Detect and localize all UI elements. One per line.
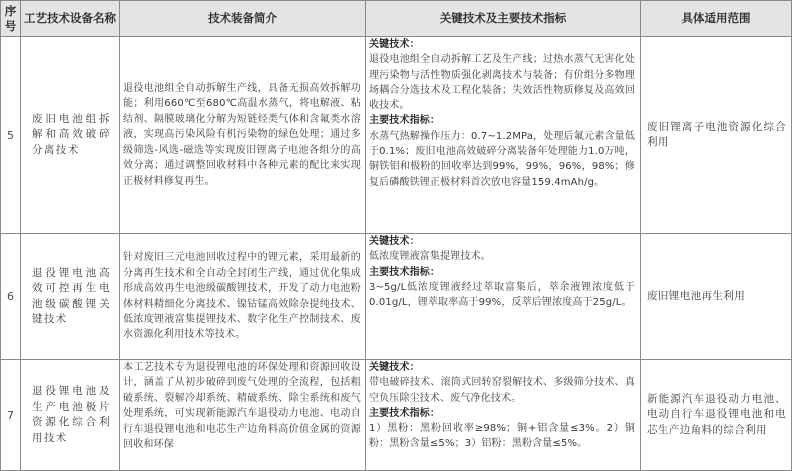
main-index-label: 主要技术指标： xyxy=(369,115,441,127)
application-scope: 废旧锂电池再生利用 xyxy=(641,234,792,360)
key-technology-cell xyxy=(366,37,641,234)
row-number: 5 xyxy=(1,37,21,234)
table-row xyxy=(1,234,792,360)
key-technology-cell xyxy=(366,360,641,471)
main-index-text: 1）黑粉：黑粉回收率≥98%；铜+铝含量≤3%。2）铜粉：黑粉含量≤5%；3）铝粉：黑粉含量≤5%。 xyxy=(369,423,635,450)
key-technology-text: 带电破碎技术、滚筒式回转窑裂解技术、多级筛分技术、真空负压除尘技术、废气净化技术。 xyxy=(369,377,635,404)
header-scope: 具体适用范围 xyxy=(641,1,792,37)
key-technology-label: 关键技术： xyxy=(369,39,420,50)
key-technology-cell xyxy=(366,234,641,360)
key-technology-text: 低浓度锂液富集提锂技术。 xyxy=(369,251,491,263)
header-intro: 技术装备简介 xyxy=(120,1,366,37)
table-row xyxy=(1,360,792,471)
main-index-text: 水蒸气热解操作压力：0.7~1.2MPa，处理后氟元素含量低于0.1%；废旧电池高效破碎分离装备年处理能力1.0万吨，铜铁铝和极粉的回收率达到99%，99%，96%，98%；修复后磷酸铁锂正极材料首次放电容量159.4mAh/g。 xyxy=(369,130,635,188)
technology-intro: 本工艺技术专为退役锂电池的环保处理和资源回收设计，涵盖了从初步破碎到废气处理的全流程，包括粗破系统、裂解冷却系统、精破系统、除尘系统和废气处理系统，可实现新能源汽车退役动力电池、电动自行车退役锂电池和电芯生产边角料高价值金属的资源回收和环保 xyxy=(120,360,366,471)
key-technology-text: 退役电池组全自动拆解工艺及生产线；过热水蒸气无害化处理污染物与活性物质强化剥离技术与装备；有价组分多物理场耦合分选技术及工程化装备；失效活性物质修复及高效回收技术。 xyxy=(369,54,635,112)
technology-name: 退役锂电池高效可控再生电池级碳酸锂关键技术 xyxy=(21,234,120,360)
technology-intro: 针对废旧三元电池回收过程中的锂元素，采用最新的分离再生技术和全自动全封闭生产线，通过优化集成形成高效再生电池级碳酸锂技术，开发了动力电池粉体材料精细化分离技术、镍钴锰高效除杂提纯技术、低浓度锂液富集提锂技术、数字化生产控制技术、废水资源化利用技术等技术。 xyxy=(120,234,366,360)
key-technology-label: 关键技术： xyxy=(369,362,420,373)
main-index-text: 3~5g/L低浓度锂液经过萃取富集后，萃余液锂浓度低于0.01g/L，锂萃取率高于99%，反萃后锂浓度高于25g/L。 xyxy=(369,281,635,309)
main-index-label: 主要技术指标： xyxy=(369,266,441,278)
header-no: 序号 xyxy=(1,1,21,37)
technology-name: 废旧电池组拆解和高效破碎分离技术 xyxy=(21,37,120,234)
main-index-label: 主要技术指标： xyxy=(369,407,441,419)
header-tech: 关键技术及主要技术指标 xyxy=(366,1,641,37)
application-scope: 废旧锂离子电池资源化综合利用 xyxy=(641,37,792,234)
technology-intro: 退役电池组全自动拆解生产线，具备无损高效拆解功能；利用660℃至680℃高温水蒸气，将电解液、粘结剂、隔膜玻璃化分解为短链烃类气体和含氟类水溶液，实现高污染风险有机污染物的绿色处理；通过多级筛选-风选-磁选等实现废旧锂离子电池各组分的高效分离；通过调整回收材料中各种元素的配比来实现正极材料修复再生。 xyxy=(120,37,366,234)
row-number: 6 xyxy=(1,234,21,360)
table-row xyxy=(1,37,792,234)
application-scope: 新能源汽车退役动力电池、电动自行车退役锂电池和电芯生产边角料的综合利用 xyxy=(641,360,792,471)
technology-name: 退役锂电池及生产电池极片资源化综合利用技术 xyxy=(21,360,120,471)
header-name: 工艺技术设备名称 xyxy=(21,1,120,37)
table-header-row xyxy=(1,1,792,37)
row-number: 7 xyxy=(1,360,21,471)
key-technology-label: 关键技术： xyxy=(369,236,420,247)
